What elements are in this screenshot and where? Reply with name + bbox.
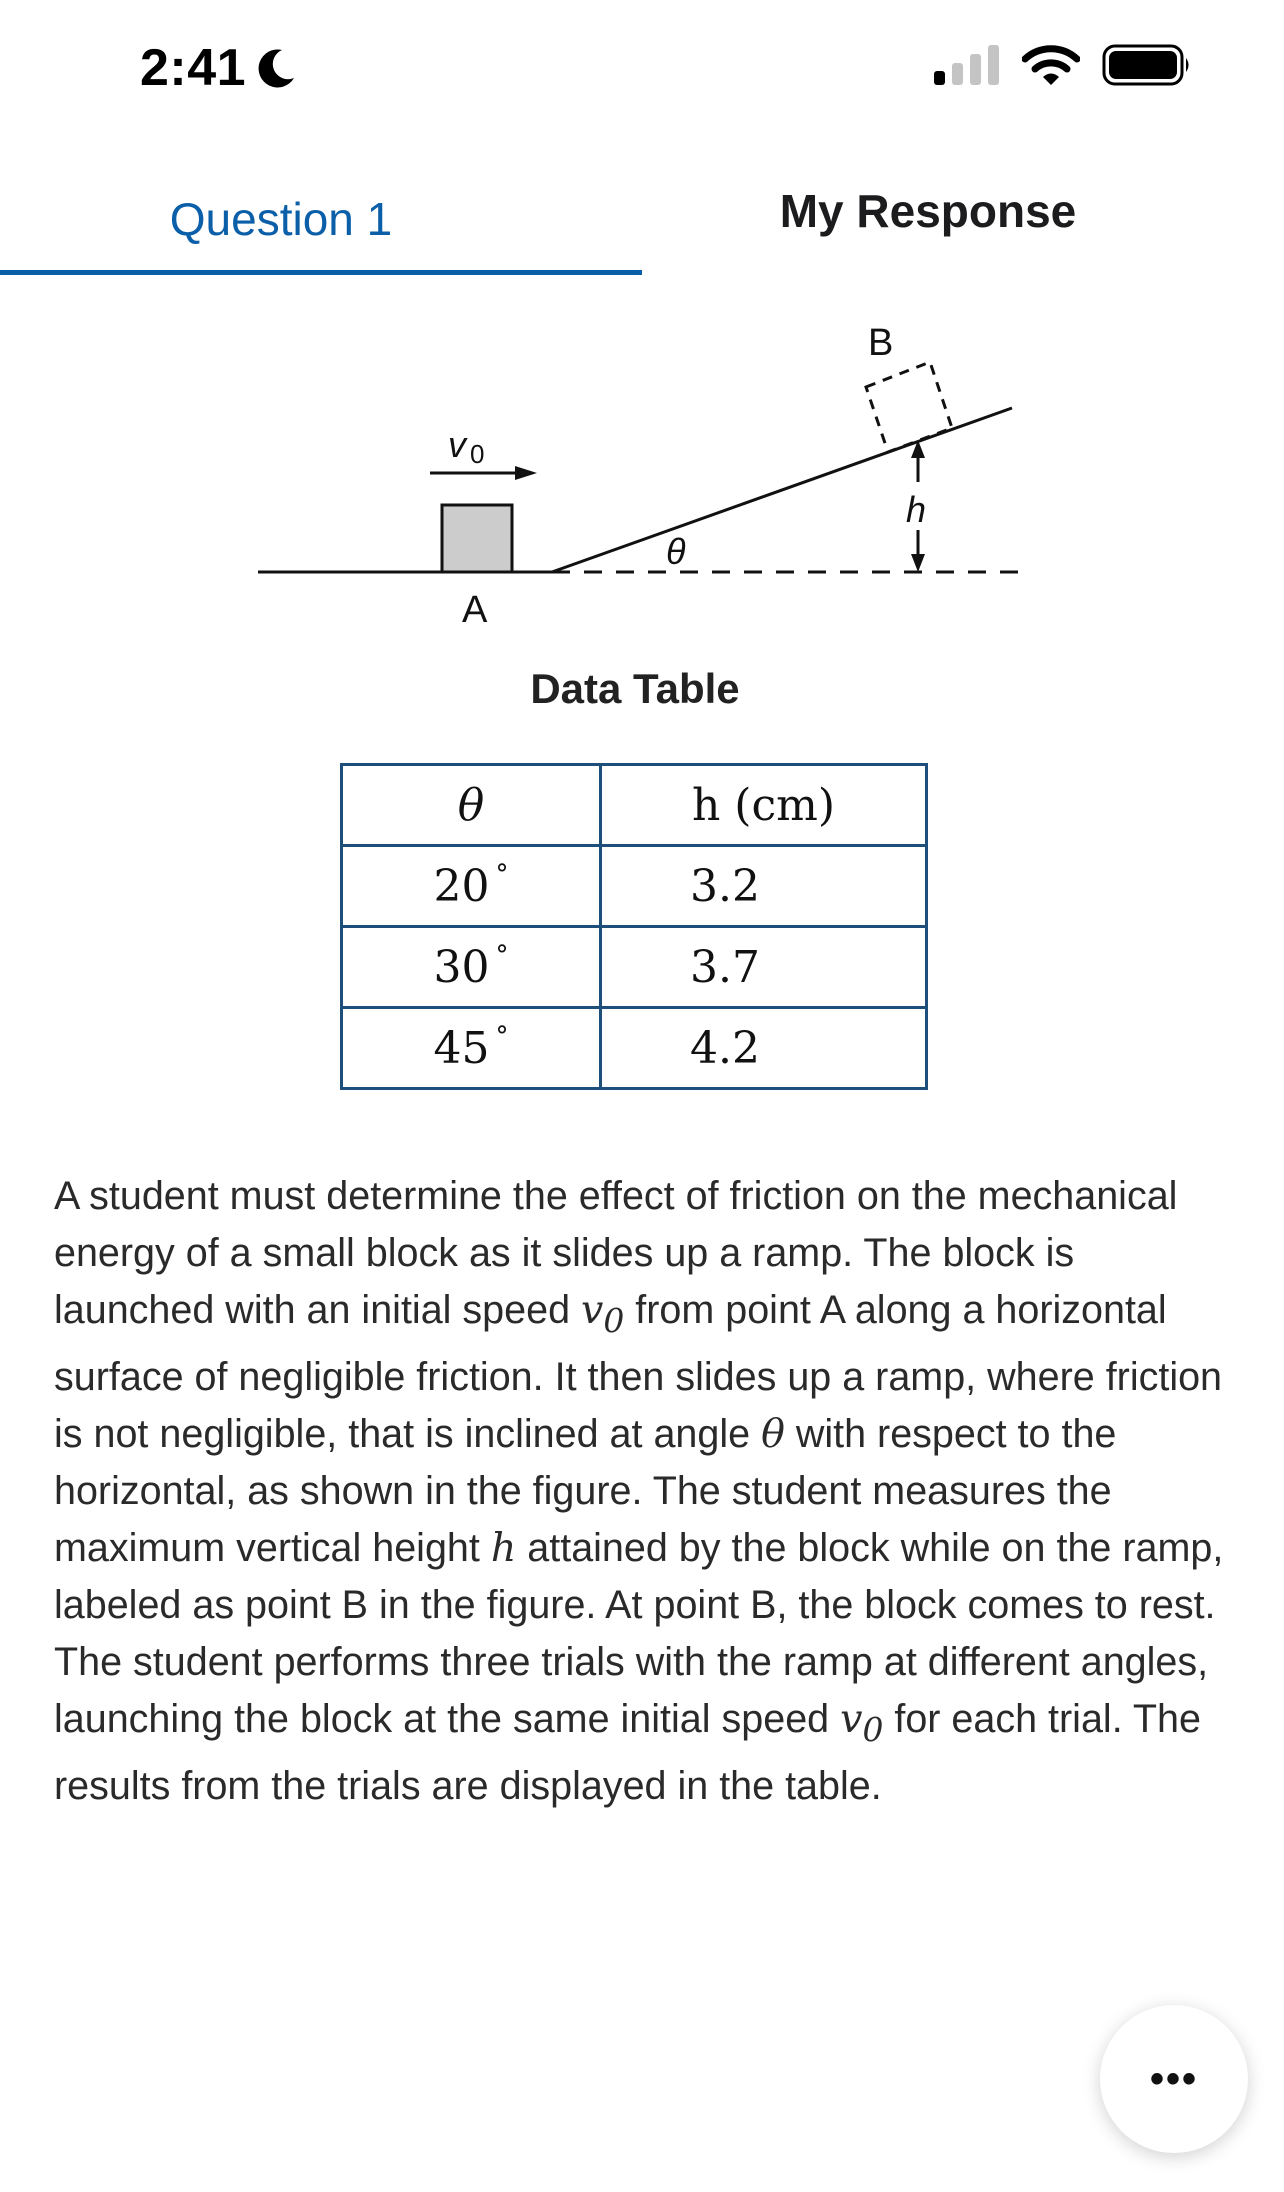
header-angle: θ [342, 765, 601, 846]
cell-height: 3.7 [601, 927, 927, 1008]
table-row [342, 927, 927, 1008]
math-subscript: 0 [603, 1300, 625, 1340]
table-row [342, 1008, 927, 1089]
cell-height: 4.2 [601, 1008, 927, 1089]
table-header-row [342, 765, 927, 846]
question-text-part: with respect to the horizontal, as shown in the figure. The student measures the maximum vertical height [54, 1411, 1117, 1570]
angle-value: 30 [433, 942, 490, 993]
point-b-label: B [868, 322, 894, 364]
cell-angle [342, 1008, 601, 1089]
status-time [140, 38, 296, 98]
angle-value: 45 [433, 1023, 490, 1074]
degree-symbol: ° [495, 860, 509, 890]
clock-time: 2:41 [140, 39, 247, 97]
math-theta: θ [761, 1410, 785, 1457]
header-height: h (cm) [601, 765, 927, 846]
velocity-label: v [448, 424, 466, 465]
ramp-figure [0, 290, 1284, 650]
math-v0 [840, 1695, 884, 1749]
tab-my-response[interactable] [642, 150, 1284, 276]
more-options-button[interactable] [1100, 2005, 1248, 2153]
tab-question-1-label: Question 1 [169, 193, 393, 245]
tab-my-response-label: My Response [779, 185, 1077, 237]
height-label: h [906, 489, 927, 530]
question-paragraph [54, 1168, 1234, 1815]
data-table [340, 763, 928, 1090]
velocity-arrow-head [515, 466, 537, 480]
degree-symbol: ° [495, 941, 509, 971]
tab-bar [0, 150, 1284, 276]
ramp-diagram [0, 290, 1284, 650]
battery-icon [1102, 44, 1192, 86]
question-text-part: for each trial. The results from the trials are displayed in the table. [54, 1696, 1201, 1808]
angle-value: 20 [433, 861, 490, 912]
question-text-part: attained by the block while on the ramp, labeled as point B in the figure. At point B, the block comes to rest. The student performs three trials with the ramp at different angles, launching the block at the same initial speed [54, 1525, 1224, 1741]
block-at-b-outline [866, 362, 952, 452]
cell-height: 3.2 [601, 846, 927, 927]
math-variable: v [840, 1695, 863, 1742]
data-table-title: Data Table [530, 665, 740, 712]
point-a-label: A [462, 589, 488, 631]
math-subscript: 0 [862, 1709, 884, 1749]
wifi-icon [1022, 44, 1080, 86]
math-h: h [490, 1524, 517, 1571]
status-icons [934, 44, 1192, 86]
velocity-subscript: 0 [470, 439, 485, 469]
cellular-signal-icon [934, 45, 1000, 85]
moon-icon [256, 46, 296, 90]
cell-angle [342, 846, 601, 927]
question-text-part: A student must determine the effect of friction on the mechanical energy of a small block as it slides up a ramp. The block is launched with an initial speed [54, 1174, 1178, 1332]
active-tab-indicator [0, 270, 642, 275]
tab-question-1[interactable] [0, 150, 642, 276]
question-text-part: from point A along a horizontal surface of negligible friction. It then slides up a ramp, where friction is not negligible, that is inclined at angle [54, 1288, 1223, 1456]
degree-symbol: ° [495, 1022, 509, 1052]
math-v0 [581, 1287, 625, 1340]
more-options-icon: ••• [1149, 2056, 1198, 2101]
height-arrow-head-down [911, 554, 925, 572]
block-at-a [442, 505, 512, 572]
angle-label: θ [666, 531, 686, 572]
math-variable: v [581, 1287, 604, 1333]
cell-angle [342, 927, 601, 1008]
table-row [342, 846, 927, 927]
status-bar [0, 0, 1284, 130]
